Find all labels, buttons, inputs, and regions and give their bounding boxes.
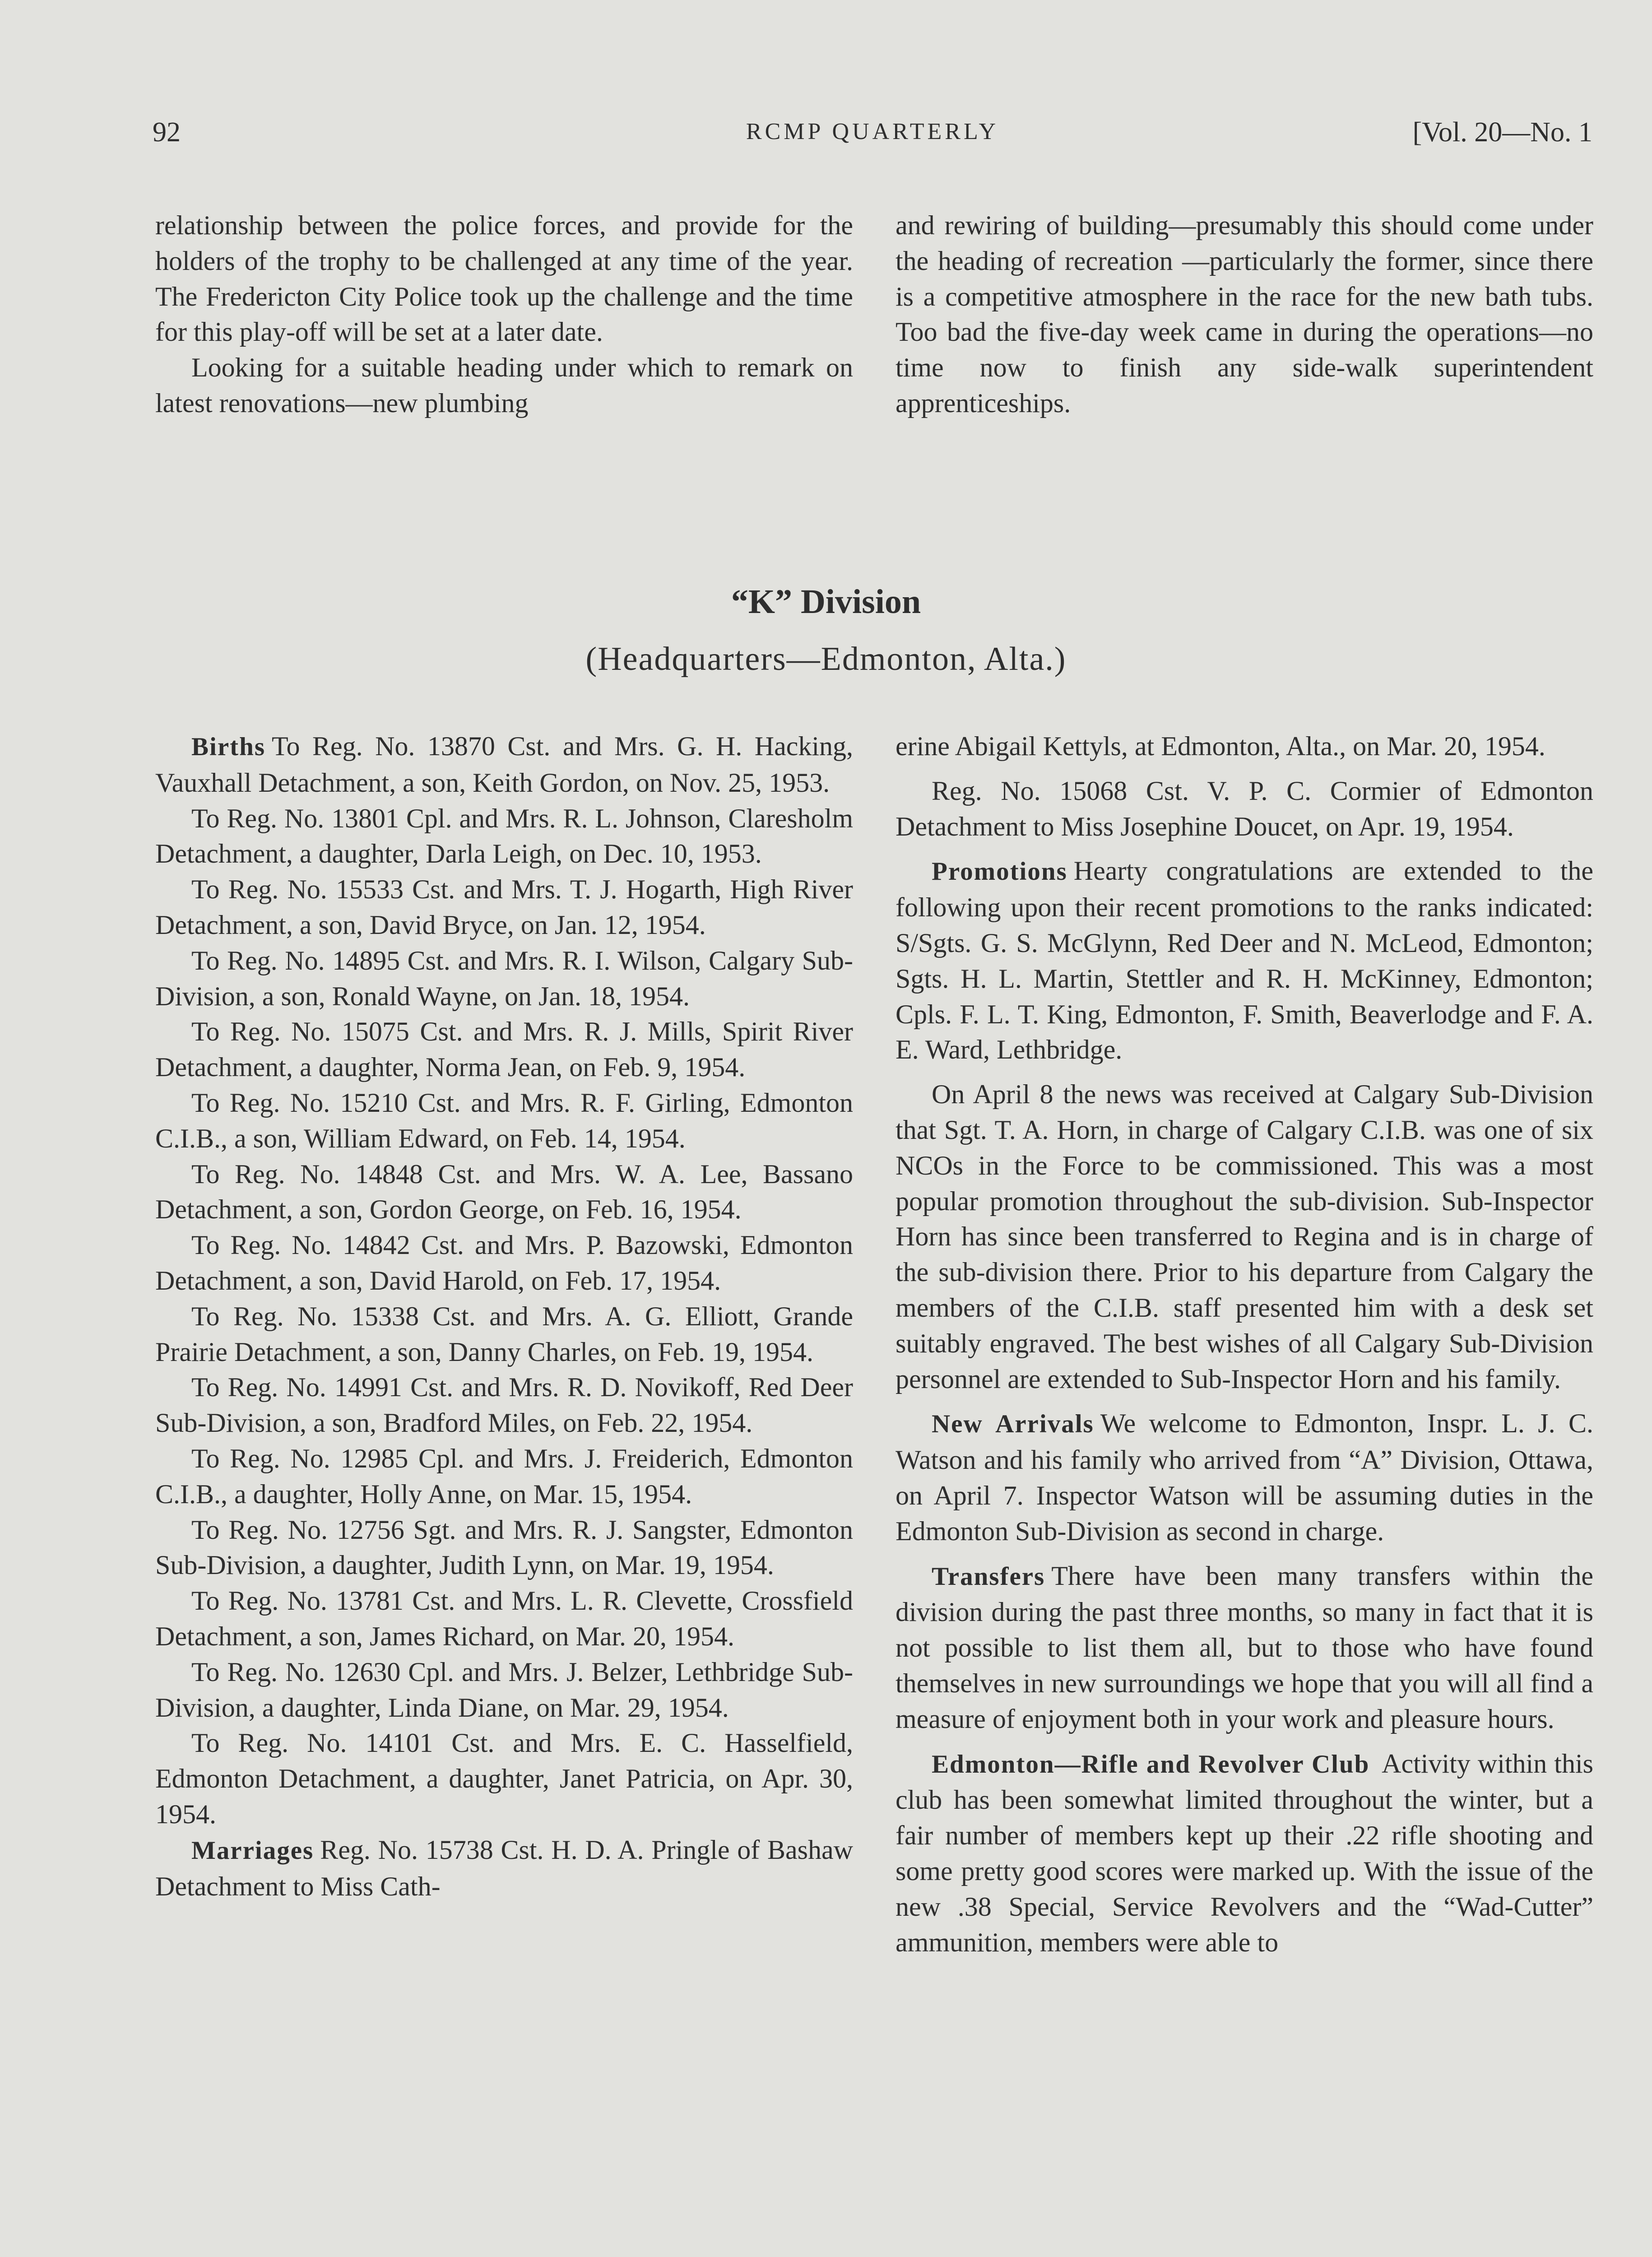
births-entry: To Reg. No. 15075 Cst. and Mrs. R. J. Mills, Spirit River Detachment, a daughter, Norma Jean, on Feb. 9, 1954.	[155, 1017, 853, 1082]
arrivals-text: We welcome to Edmonton, Inspr. L. J. C. Watson and his family who arrived from “A” Division, Ottawa, on April 7. Inspector Watson will be assuming duties in the Edmonton Sub-Division as second in charge.	[896, 1408, 1593, 1546]
paragraph: and rewiring of building—presumably this should come under the heading of recreation —particularly the former, since there is a competitive atmosphere in the race for the new bath tubs. Too bad the five-day week came in during the operations—no time now to finish any side-walk superintendent apprenticeships.	[896, 210, 1593, 418]
section-subtitle: (Headquarters—Edmonton, Alta.)	[585, 641, 1067, 678]
running-head: RCMP QUARTERLY	[746, 119, 999, 144]
page-header	[153, 116, 1592, 157]
births-first-text: To Reg. No. 13870 Cst. and Mrs. G. H. Hacking, Vauxhall Detachment, a son, Keith Gordon, on Nov. 25, 1953.	[155, 731, 853, 798]
marriages-heading: Marriages	[191, 1836, 314, 1865]
left-column	[155, 729, 853, 1904]
births-entry: To Reg. No. 14848 Cst. and Mrs. W. A. Lee, Bassano Detachment, a son, Gordon George, on Feb. 16, 1954.	[155, 1159, 853, 1225]
births-entry: To Reg. No. 12985 Cpl. and Mrs. J. Freiderich, Edmonton C.I.B., a daughter, Holly Anne, on Mar. 15, 1954.	[155, 1443, 853, 1509]
promotions-entry	[896, 853, 1593, 1068]
paragraph: relationship between the police forces, and provide for the holders of the trophy to be challenged at any time of the year. The Fredericton City Police took up the challenge and the time for this play-off will be set at a later date.	[155, 210, 853, 347]
top-right-column	[896, 208, 1593, 421]
section-title: “K” Division	[731, 583, 921, 621]
births-entry: To Reg. No. 13801 Cpl. and Mrs. R. L. Johnson, Claresholm Detachment, a daughter, Darla Leigh, on Dec. 10, 1953.	[155, 803, 853, 869]
promotions-text: Hearty congratulations are extended to the following upon their recent promotions to the ranks indicated: S/Sgts. G. S. McGlynn, Red Deer and N. McLeod, Edmonton; Sgts. H. L. Martin, Stettler and R. H. McKinney, Edmonton; Cpls. F. L. T. King, Edmonton, F. Smith, Beaverlodge and F. A. E. Ward, Lethbridge.	[896, 856, 1593, 1065]
births-entry: To Reg. No. 15210 Cst. and Mrs. R. F. Girling, Edmonton C.I.B., a son, William Edward, on Feb. 14, 1954.	[155, 1087, 853, 1153]
right-column	[896, 729, 1593, 1960]
club-entry	[896, 1746, 1593, 1960]
transfers-entry	[896, 1558, 1593, 1737]
births-entry	[155, 729, 853, 801]
page-number: 92	[153, 117, 181, 148]
marriage-continuation: erine Abigail Kettyls, at Edmonton, Alta., on Mar. 20, 1954.	[896, 731, 1545, 761]
marriages-text: Reg. No. 15738 Cst. H. D. A. Pringle of Bashaw Detachment to Miss Cath-	[155, 1834, 853, 1901]
promotions-heading: Promotions	[932, 857, 1067, 886]
births-entry: To Reg. No. 14101 Cst. and Mrs. E. C. Hasselfield, Edmonton Detachment, a daughter, Janet Patricia, on Apr. 30, 1954.	[155, 1728, 853, 1829]
births-entry: To Reg. No. 14895 Cst. and Mrs. R. I. Wilson, Calgary Sub-Division, a son, Ronald Wayne, on Jan. 18, 1954.	[155, 945, 853, 1011]
births-entry: To Reg. No. 13781 Cst. and Mrs. L. R. Clevette, Crossfield Detachment, a son, James Richard, on Mar. 20, 1954.	[155, 1586, 853, 1651]
arrivals-entry	[896, 1406, 1593, 1549]
marriage-entry: Reg. No. 15068 Cst. V. P. C. Cormier of Edmonton Detachment to Miss Josephine Doucet, on Apr. 19, 1954.	[896, 776, 1593, 841]
arrivals-heading: New Arrivals	[932, 1410, 1094, 1439]
transfers-heading: Transfers	[932, 1562, 1045, 1591]
calgary-paragraph: On April 8 the news was received at Calgary Sub-Division that Sgt. T. A. Horn, in charge of Calgary C.I.B. was one of six NCOs in the Force to be commissioned. This was a most popular promotion throughout the sub-division. Sub-Inspector Horn has since been transferred to Regina and is in charge of the sub-division there. Prior to his departure from Calgary the members of the C.I.B. staff presented him with a desk set suitably engraved. The best wishes of all Calgary Sub-Division personnel are extended to Sub-Inspector Horn and his family.	[896, 1079, 1593, 1394]
births-entry: To Reg. No. 14842 Cst. and Mrs. P. Bazowski, Edmonton Detachment, a son, David Harold, on Feb. 17, 1954.	[155, 1230, 853, 1296]
marriages-entry	[155, 1832, 853, 1904]
births-entry: To Reg. No. 15533 Cst. and Mrs. T. J. Hogarth, High River Detachment, a son, David Bryce, on Jan. 12, 1954.	[155, 874, 853, 940]
club-text: Activity within this club has been somewhat limited throughout the winter, but a fair number of members kept up their .22 rifle shooting and some pretty good scores were marked up. With the issue of the new .38 Special, Service Revolvers and the “Wad-Cutter” ammunition, members were able to	[896, 1748, 1593, 1957]
births-entry: To Reg. No. 14991 Cst. and Mrs. R. D. Novikoff, Red Deer Sub-Division, a son, Bradford Miles, on Feb. 22, 1954.	[155, 1372, 853, 1438]
club-heading: Edmonton—Rifle and Revolver Club	[932, 1750, 1370, 1779]
top-left-column	[155, 208, 853, 421]
volume-label: [Vol. 20—No. 1	[1412, 117, 1592, 148]
births-heading: Births	[191, 733, 266, 761]
births-entry: To Reg. No. 12630 Cpl. and Mrs. J. Belzer, Lethbridge Sub-Division, a daughter, Linda Diane, on Mar. 29, 1954.	[155, 1657, 853, 1723]
births-entry: To Reg. No. 12756 Sgt. and Mrs. R. J. Sangster, Edmonton Sub-Division, a daughter, Judith Lynn, on Mar. 19, 1954.	[155, 1514, 853, 1580]
transfers-text: There have been many transfers within the division during the past three months, so many in fact that it is not possible to list them all, but to those who have found themselves in new surroundings we hope that you will all find a measure of enjoyment both in your work and pleasure hours.	[896, 1560, 1593, 1734]
paragraph: Looking for a suitable heading under which to remark on latest renovations—new plumbing	[155, 353, 853, 418]
births-entry: To Reg. No. 15338 Cst. and Mrs. A. G. Elliott, Grande Prairie Detachment, a son, Danny Charles, on Feb. 19, 1954.	[155, 1301, 853, 1367]
